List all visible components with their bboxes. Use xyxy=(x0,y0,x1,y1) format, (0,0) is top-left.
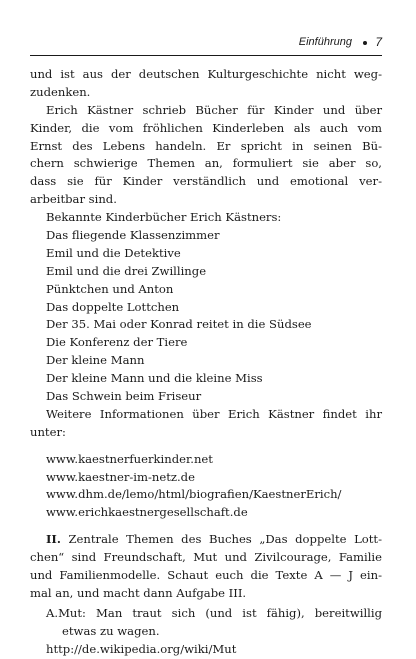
text-line: etwas zu wagen. xyxy=(62,623,160,638)
book-title: Das Schwein beim Friseur xyxy=(46,389,202,404)
text-line: Weitere Informationen über Erich Kästner findet ihr xyxy=(46,406,382,421)
text-line: Mut: Man traut sich (und ist fähig), bereitwillig xyxy=(58,605,382,620)
header-rule xyxy=(30,55,382,56)
text-line: und Familienmodelle. Schaut euch die Texte A — J ein- xyxy=(30,568,382,583)
book-list xyxy=(30,209,382,406)
book-list-intro: Bekannte Kinderbücher Erich Kästners: xyxy=(46,210,282,225)
text-line: Ernst des Lebens handeln. Er spricht in seinen Bü- xyxy=(30,138,382,153)
bullet-icon xyxy=(363,41,367,45)
page-body xyxy=(30,66,382,659)
running-head-section: Einführung xyxy=(298,36,352,48)
running-head xyxy=(30,28,382,56)
item-a xyxy=(30,605,382,659)
more-info-paragraph xyxy=(30,406,382,442)
web-link[interactable]: www.kaestnerfuerkinder.net xyxy=(46,451,213,466)
text-line: Erich Kästner schrieb Bücher für Kinder und über xyxy=(46,102,382,117)
book-title: Emil und die drei Zwillinge xyxy=(46,263,207,278)
text-line: arbeitbar sind. xyxy=(30,192,117,207)
paragraph-kaestner xyxy=(30,102,382,209)
text-line: dass sie für Kinder verständlich und emotional ver- xyxy=(30,174,382,189)
link-list xyxy=(30,451,382,523)
page-number: 7 xyxy=(375,35,382,49)
section-two xyxy=(30,531,382,603)
text-line: Kinder, die vom fröhlichen Kinderleben als auch vom xyxy=(30,120,382,135)
text-line: chen“ sind Freundschaft, Mut und Zivilcourage, Familie xyxy=(30,550,382,565)
web-link[interactable]: www.kaestner-im-netz.de xyxy=(46,469,195,484)
book-title: Der 35. Mai oder Konrad reitet in die Südsee xyxy=(46,317,312,332)
text-line: und ist aus der deutschen Kulturgeschichte nicht weg- xyxy=(30,67,382,81)
book-title: Das doppelte Lottchen xyxy=(46,299,180,314)
text-line: unter: xyxy=(30,424,66,439)
book-title: Das fliegende Klassenzimmer xyxy=(46,228,220,243)
web-link[interactable]: www.erichkaestnergesellschaft.de xyxy=(46,505,248,520)
section-two-first-line xyxy=(30,531,382,549)
text-line: Zentrale Themen des Buches „Das doppelte Lott- xyxy=(68,532,382,547)
book-title: Der kleine Mann und die kleine Miss xyxy=(46,371,263,386)
section-two-label: II. xyxy=(46,532,61,547)
book-title: Emil und die Detektive xyxy=(46,245,181,260)
paragraph-continuation xyxy=(30,66,382,102)
web-link[interactable]: www.dhm.de/lemo/html/biografien/KaestnerErich/ xyxy=(46,487,342,502)
item-a-label: A. xyxy=(46,605,59,620)
book-title: Die Konferenz der Tiere xyxy=(46,335,188,350)
book-title: Der kleine Mann xyxy=(46,353,145,368)
web-link[interactable]: http://de.wikipedia.org/wiki/Mut xyxy=(46,641,237,656)
text-line: chern schwierige Themen an, formuliert sie aber so, xyxy=(30,156,382,171)
item-a-first-line xyxy=(30,605,382,623)
text-line: zudenken. xyxy=(30,84,91,99)
text-line: mal an, und macht dann Aufgabe III. xyxy=(30,585,247,600)
book-title: Pünktchen und Anton xyxy=(46,281,174,296)
